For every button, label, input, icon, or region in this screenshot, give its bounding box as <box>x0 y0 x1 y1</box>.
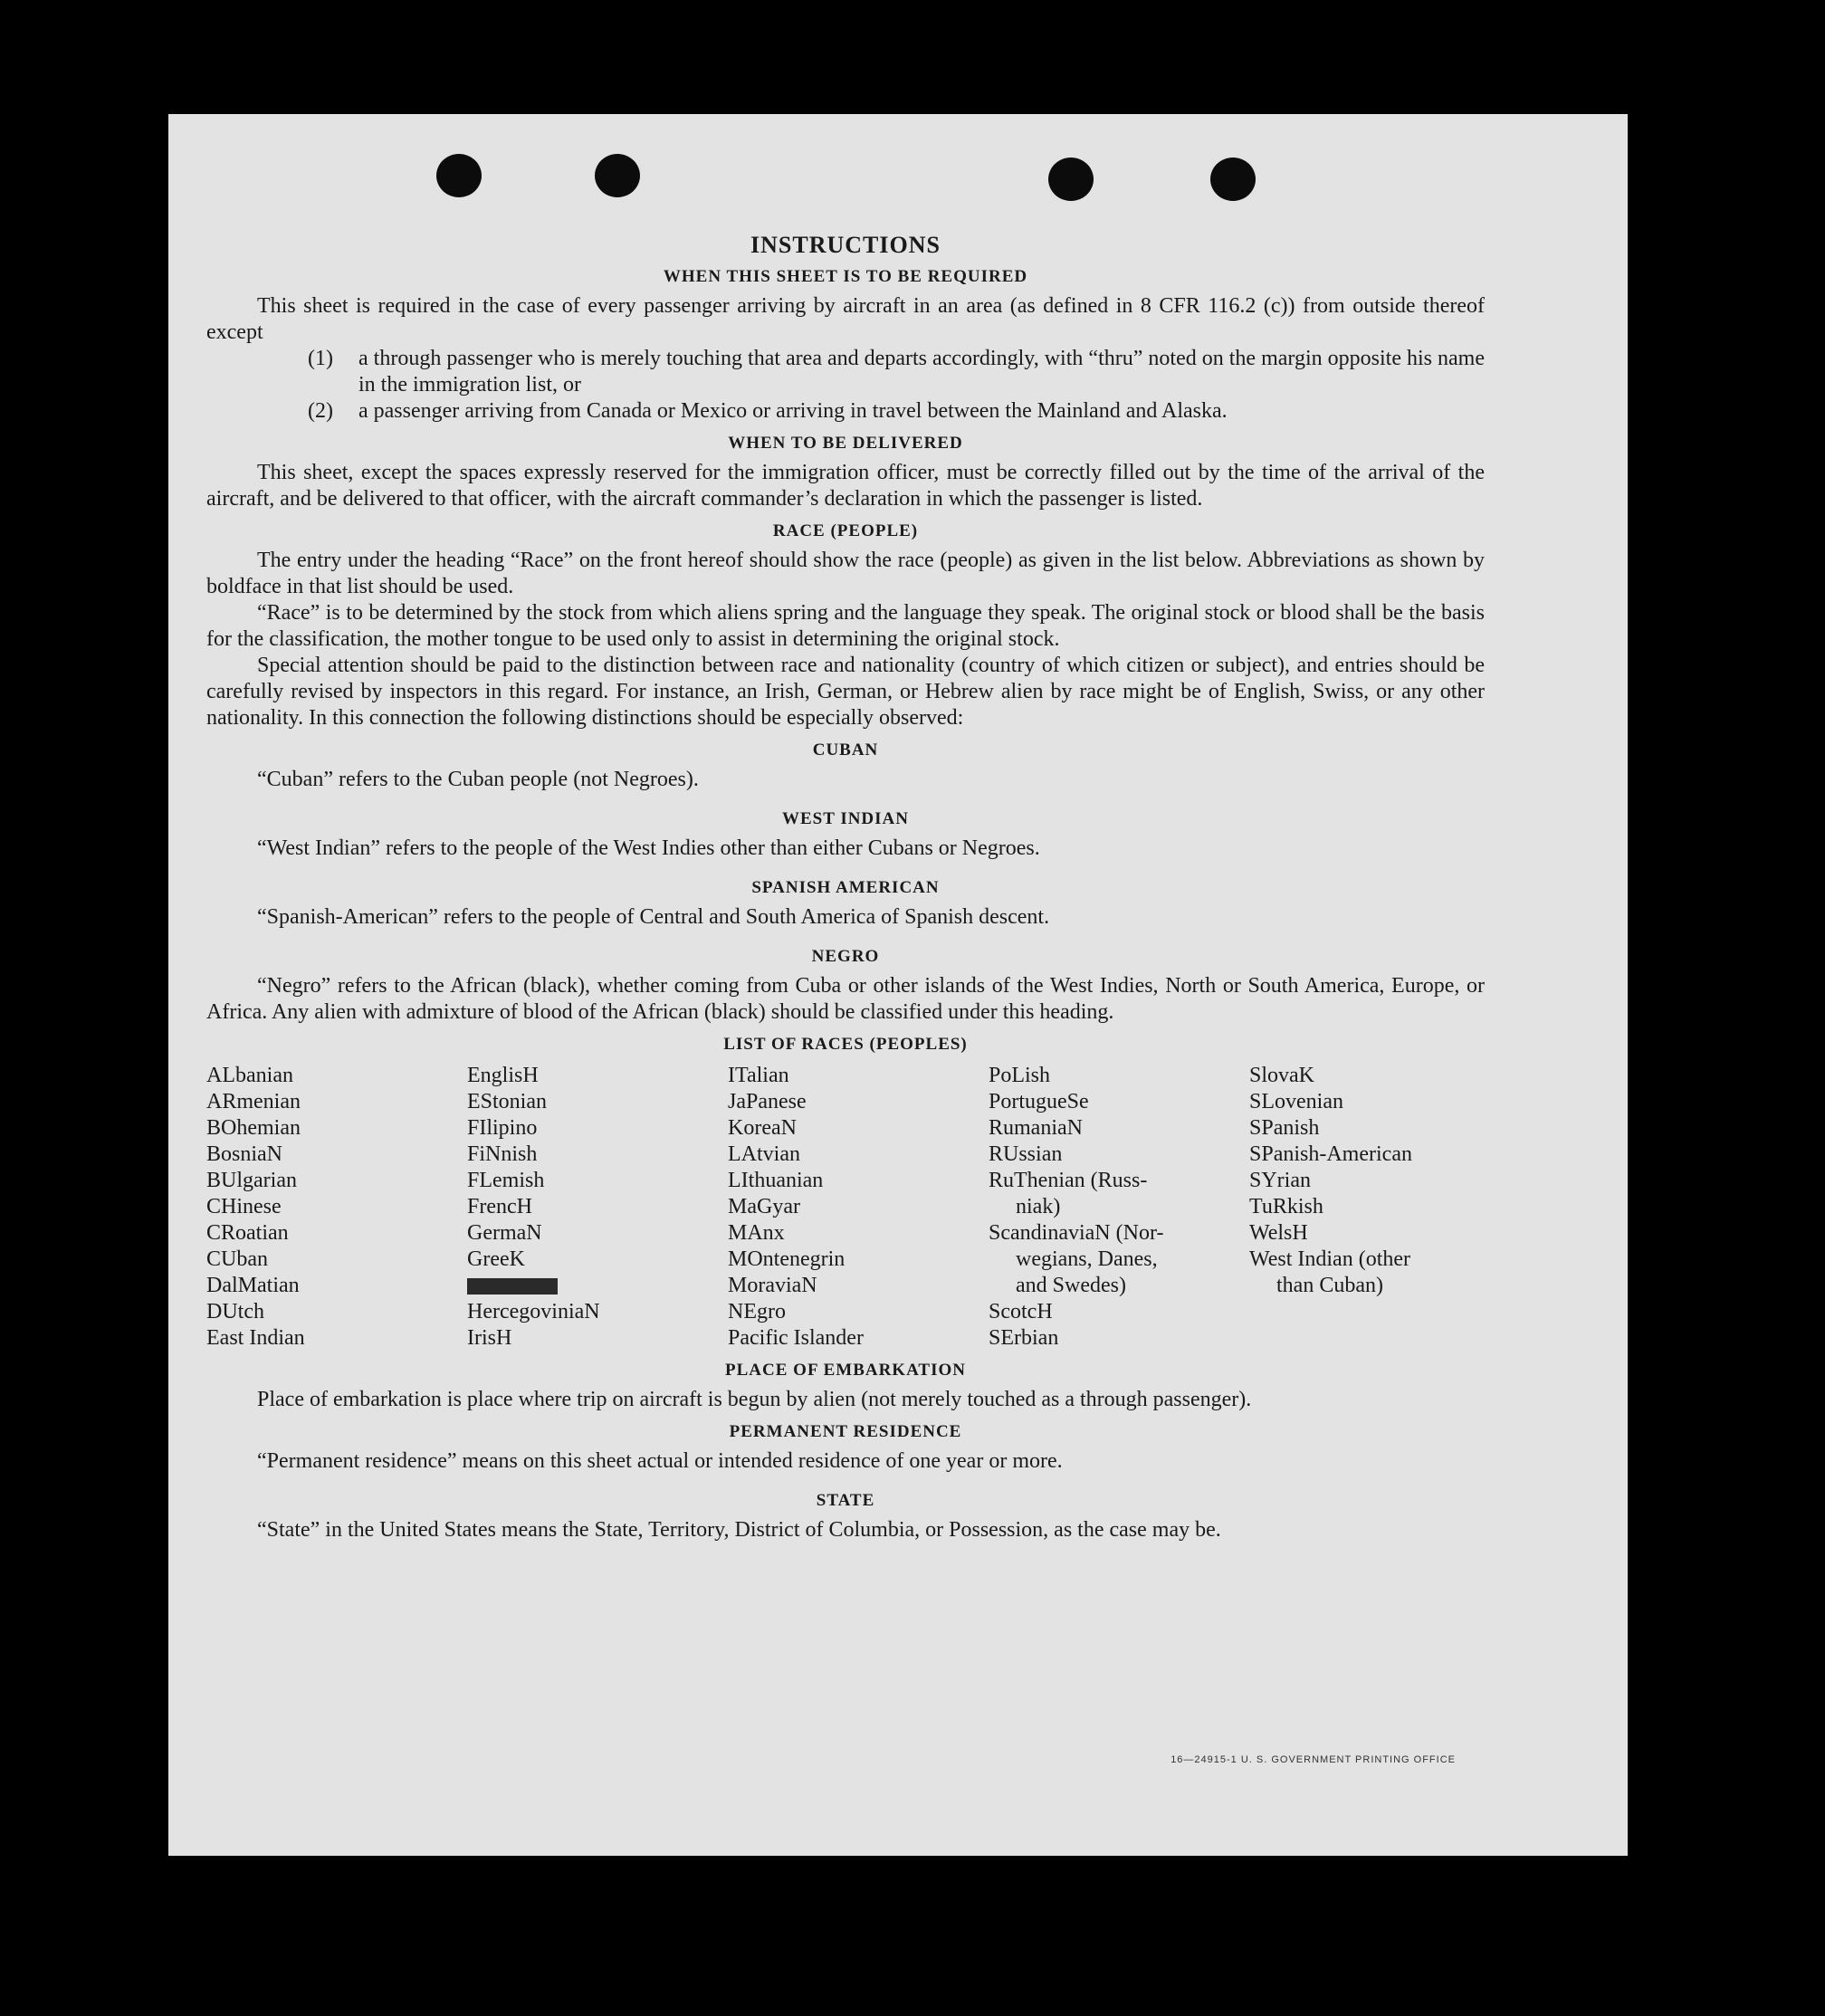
printing-office-imprint: 16—24915-1 U. S. GOVERNMENT PRINTING OFFICE <box>1170 1754 1456 1765</box>
race-column <box>206 1063 467 1352</box>
race-item: MoraviaN <box>728 1274 817 1297</box>
paragraph: “State” in the United States means the State, Territory, District of Columbia, or Possession, as the case may be. <box>257 1518 1221 1542</box>
page-title: INSTRUCTIONS <box>750 232 941 258</box>
section-heading: SPANISH AMERICAN <box>751 878 940 897</box>
race-item: FIlipino <box>467 1116 538 1140</box>
section-heading: STATE <box>816 1491 875 1510</box>
section-heading: PERMANENT RESIDENCE <box>729 1422 962 1441</box>
race-item: LAtvian <box>728 1142 800 1166</box>
item-text: a passenger arriving from Canada or Mexico or arriving in travel between the Mainland and Alaska. <box>358 399 1228 423</box>
section-heading: CUBAN <box>812 740 879 760</box>
punch-hole <box>1048 158 1094 201</box>
paragraph: “Race” is to be determined by the stock from which aliens spring and the language they speak. The original stock or blood shall be the basis for the classification, the mother tongue to be used only to assist in determining the original stock. <box>206 601 1485 651</box>
race-item: CRoatian <box>206 1221 289 1245</box>
redacted-race-item <box>467 1273 728 1299</box>
race-item: Pacific Islander <box>728 1326 864 1350</box>
race-item: PoLish <box>989 1064 1051 1087</box>
section-heading: PLACE OF EMBARKATION <box>725 1361 966 1380</box>
race-item: GreeK <box>467 1247 525 1271</box>
race-column <box>467 1063 728 1352</box>
race-item: East Indian <box>206 1326 305 1350</box>
paragraph: The entry under the heading “Race” on the front hereof should show the race (people) as given in the list below. Abbreviations as shown by boldface in that list should be used. <box>206 549 1485 598</box>
race-item: SLovenian <box>1249 1090 1343 1113</box>
race-item: MaGyar <box>728 1195 800 1218</box>
race-item: SPanish <box>1249 1116 1320 1140</box>
numbered-item <box>308 398 1485 425</box>
race-item: ARmenian <box>206 1090 301 1113</box>
race-item: RuThenian (Russ- <box>989 1169 1148 1192</box>
race-item: than Cuban) <box>1276 1274 1383 1297</box>
section-heading: WEST INDIAN <box>782 809 909 828</box>
paragraph: “West Indian” refers to the people of the West Indies other than either Cubans or Negroes. <box>257 836 1040 860</box>
race-column <box>1249 1063 1510 1352</box>
item-number: (1) <box>308 347 333 370</box>
race-item: LIthuanian <box>728 1169 824 1192</box>
section-heading: WHEN THIS SHEET IS TO BE REQUIRED <box>663 267 1028 286</box>
race-item: BOhemian <box>206 1116 301 1140</box>
race-item: PortugueSe <box>989 1090 1089 1113</box>
race-item: EnglisH <box>467 1064 539 1087</box>
race-item: JaPanese <box>728 1090 807 1113</box>
race-item: West Indian (other <box>1249 1247 1411 1271</box>
race-item: DUtch <box>206 1300 264 1323</box>
paragraph: “Spanish-American” refers to the people of Central and South America of Spanish descent. <box>257 905 1050 929</box>
race-item: IrisH <box>467 1326 512 1350</box>
punch-hole <box>436 154 482 197</box>
race-item: CHinese <box>206 1195 282 1218</box>
race-item: FLemish <box>467 1169 545 1192</box>
section-heading: LIST OF RACES (PEOPLES) <box>723 1035 968 1054</box>
race-item: BUlgarian <box>206 1169 297 1192</box>
item-number: (2) <box>308 399 333 423</box>
race-item: ITalian <box>728 1064 789 1087</box>
race-item: HercegoviniaN <box>467 1300 600 1323</box>
race-item: niak) <box>1016 1195 1061 1218</box>
race-column <box>989 1063 1249 1352</box>
race-item: SlovaK <box>1249 1064 1314 1087</box>
paragraph: This sheet, except the spaces expressly reserved for the immigration officer, must be correctly filled out by the time of the arrival of the aircraft, and be delivered to that officer, with the aircraft commander’s declaration in which the passenger is listed. <box>206 461 1485 511</box>
punch-hole <box>1210 158 1256 201</box>
item-text: a through passenger who is merely touching that area and departs accordingly, with “thru” noted on the margin opposite his name in the immigration list, or <box>358 347 1485 397</box>
section-heading: RACE (PEOPLE) <box>772 521 919 540</box>
race-item: and Swedes) <box>1016 1274 1126 1297</box>
paragraph: Place of embarkation is place where trip on aircraft is begun by alien (not merely touched as a through passenger). <box>257 1388 1252 1411</box>
race-item: TuRkish <box>1249 1195 1323 1218</box>
race-item: RumaniaN <box>989 1116 1083 1140</box>
race-item: EStonian <box>467 1090 547 1113</box>
document-sheet <box>168 114 1628 1856</box>
race-column <box>728 1063 989 1352</box>
paragraph: “Permanent residence” means on this sheet actual or intended residence of one year or more. <box>257 1449 1063 1473</box>
paragraph: This sheet is required in the case of every passenger arriving by aircraft in an area (as defined in 8 CFR 116.2 (c)) from outside thereof except <box>206 294 1485 344</box>
race-item: ScandinaviaN (Nor- <box>989 1221 1164 1245</box>
race-item: ScotcH <box>989 1300 1053 1323</box>
punch-hole <box>595 154 640 197</box>
race-item: SErbian <box>989 1326 1059 1350</box>
race-item: SYrian <box>1249 1169 1311 1192</box>
race-item: KoreaN <box>728 1116 797 1140</box>
instructions-content <box>206 232 1485 1543</box>
race-item: FiNnish <box>467 1142 538 1166</box>
race-item: BosniaN <box>206 1142 282 1166</box>
paragraph: Special attention should be paid to the distinction between race and nationality (country of which citizen or subject), and entries should be carefully revised by inspectors in this regard. For instance, an Irish, German, or Hebrew alien by race might be of English, Swiss, or any other nationality. In this connection the following distinctions should be especially observed: <box>206 654 1485 730</box>
race-item: DalMatian <box>206 1274 300 1297</box>
race-item: WelsH <box>1249 1221 1308 1245</box>
race-item: MOntenegrin <box>728 1247 846 1271</box>
race-list <box>206 1063 1485 1352</box>
race-item: RUssian <box>989 1142 1063 1166</box>
paragraph: “Negro” refers to the African (black), whether coming from Cuba or other islands of the West Indies, North or South America, Europe, or Africa. Any alien with admixture of blood of the African (black) should be classified under this heading. <box>206 974 1485 1024</box>
redaction-mark <box>467 1278 558 1295</box>
section-heading: NEGRO <box>811 947 880 966</box>
race-item: MAnx <box>728 1221 785 1245</box>
race-item: CUban <box>206 1247 268 1271</box>
race-item: SPanish-American <box>1249 1142 1412 1166</box>
section-heading: WHEN TO BE DELIVERED <box>728 434 963 453</box>
race-item: ALbanian <box>206 1064 293 1087</box>
race-item: NEgro <box>728 1300 786 1323</box>
race-item: GermaN <box>467 1221 542 1245</box>
numbered-item <box>308 346 1485 398</box>
race-item: wegians, Danes, <box>1016 1247 1158 1271</box>
paragraph: “Cuban” refers to the Cuban people (not Negroes). <box>257 768 699 791</box>
race-item: FrencH <box>467 1195 532 1218</box>
